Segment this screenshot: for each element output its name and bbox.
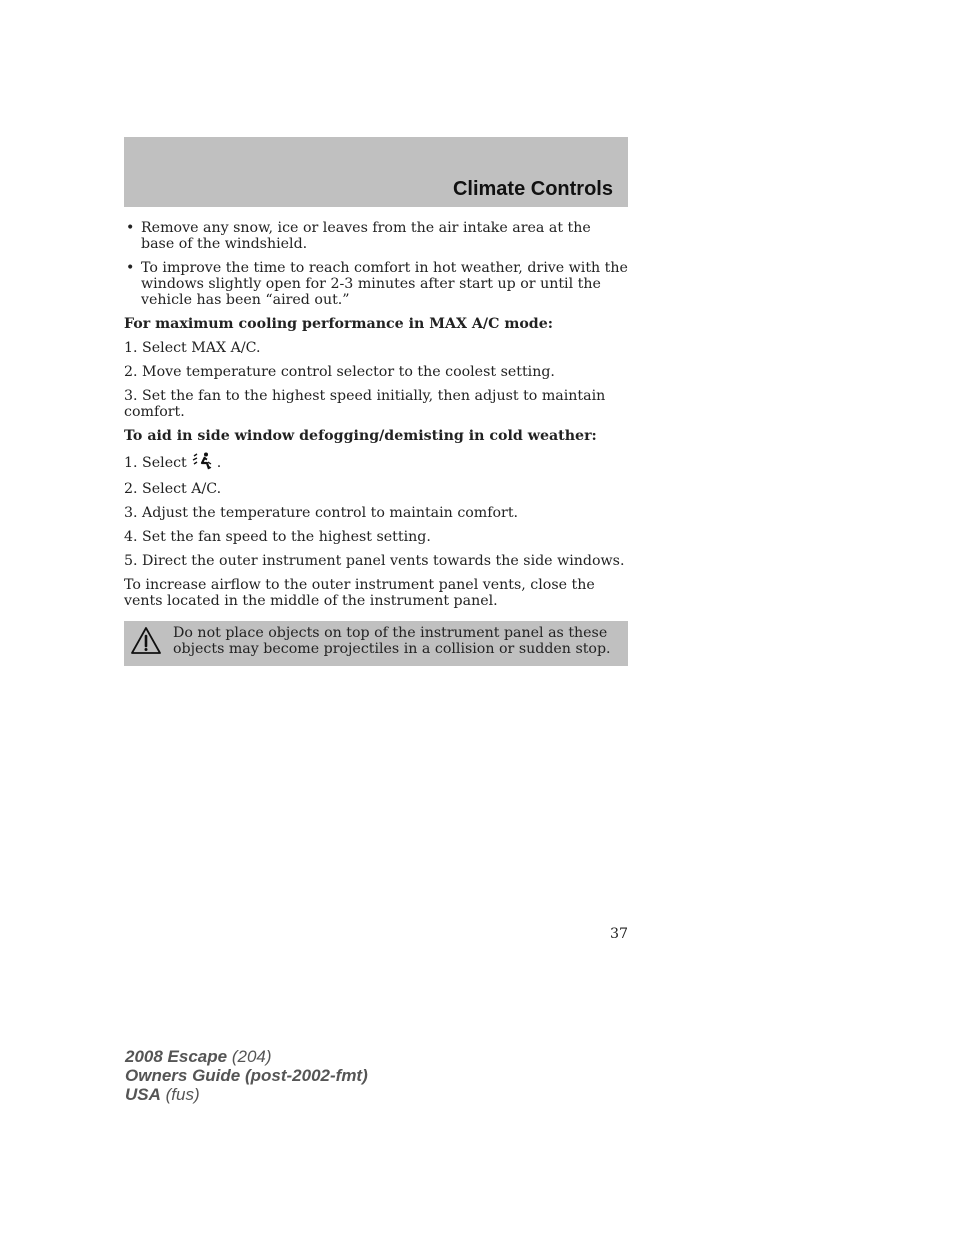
- document-footer: [125, 1047, 368, 1104]
- bullet-item: [124, 220, 628, 252]
- defog-step-1-prefix: 1. Select: [124, 455, 187, 471]
- max-cooling-heading: For maximum cooling performance in MAX A/C mode:: [124, 316, 553, 332]
- defog-step-1-suffix: .: [216, 455, 222, 471]
- warning-text: Do not place objects on top of the instrument panel as these objects may become projectiles in a collision or sudden stop.: [173, 625, 611, 657]
- floor-defrost-mode-icon: [191, 452, 213, 470]
- airflow-note: To increase airflow to the outer instrument panel vents, close the vents located in the middle of the instrument panel.: [124, 577, 595, 609]
- defog-step: 2. Select A/C.: [124, 481, 222, 497]
- bullet-text: To improve the time to reach comfort in hot weather, drive with the windows slightly open for 2-3 minutes after start up or until the vehicle has been “aired out.”: [141, 260, 628, 308]
- max-cooling-step: 3. Set the fan to the highest speed initially, then adjust to maintain comfort.: [124, 388, 606, 420]
- defog-step: 3. Adjust the temperature control to maintain comfort.: [124, 505, 519, 521]
- page-content: [124, 220, 628, 617]
- bullet-dot: •: [126, 260, 135, 276]
- footer-guide: Owners Guide (post-2002-fmt): [125, 1066, 368, 1085]
- max-cooling-step: 2. Move temperature control selector to the coolest setting.: [124, 364, 555, 380]
- section-title: Climate Controls: [452, 178, 613, 200]
- warning-box: [124, 621, 628, 666]
- footer-market-code: (fus): [165, 1085, 200, 1104]
- defog-step: 4. Set the fan speed to the highest setting.: [124, 529, 431, 545]
- footer-line-2: [125, 1066, 368, 1085]
- bullet-item: [124, 260, 628, 308]
- footer-model-code: (204): [231, 1047, 272, 1066]
- bullet-dot: •: [126, 220, 135, 236]
- bullet-text: Remove any snow, ice or leaves from the air intake area at the base of the windshield.: [141, 220, 591, 252]
- defog-step-1: [124, 452, 628, 471]
- defog-step: 5. Direct the outer instrument panel vents towards the side windows.: [124, 553, 625, 569]
- footer-market: USA: [125, 1085, 161, 1104]
- footer-line-3: [125, 1085, 368, 1104]
- page-number: 37: [609, 926, 628, 942]
- warning-triangle-icon: [130, 626, 162, 656]
- max-cooling-step: 1. Select MAX A/C.: [124, 340, 261, 356]
- defog-heading: To aid in side window defogging/demisting in cold weather:: [124, 428, 597, 444]
- footer-model: 2008 Escape: [125, 1047, 228, 1066]
- footer-line-1: [125, 1047, 368, 1066]
- section-header-band: [124, 137, 628, 207]
